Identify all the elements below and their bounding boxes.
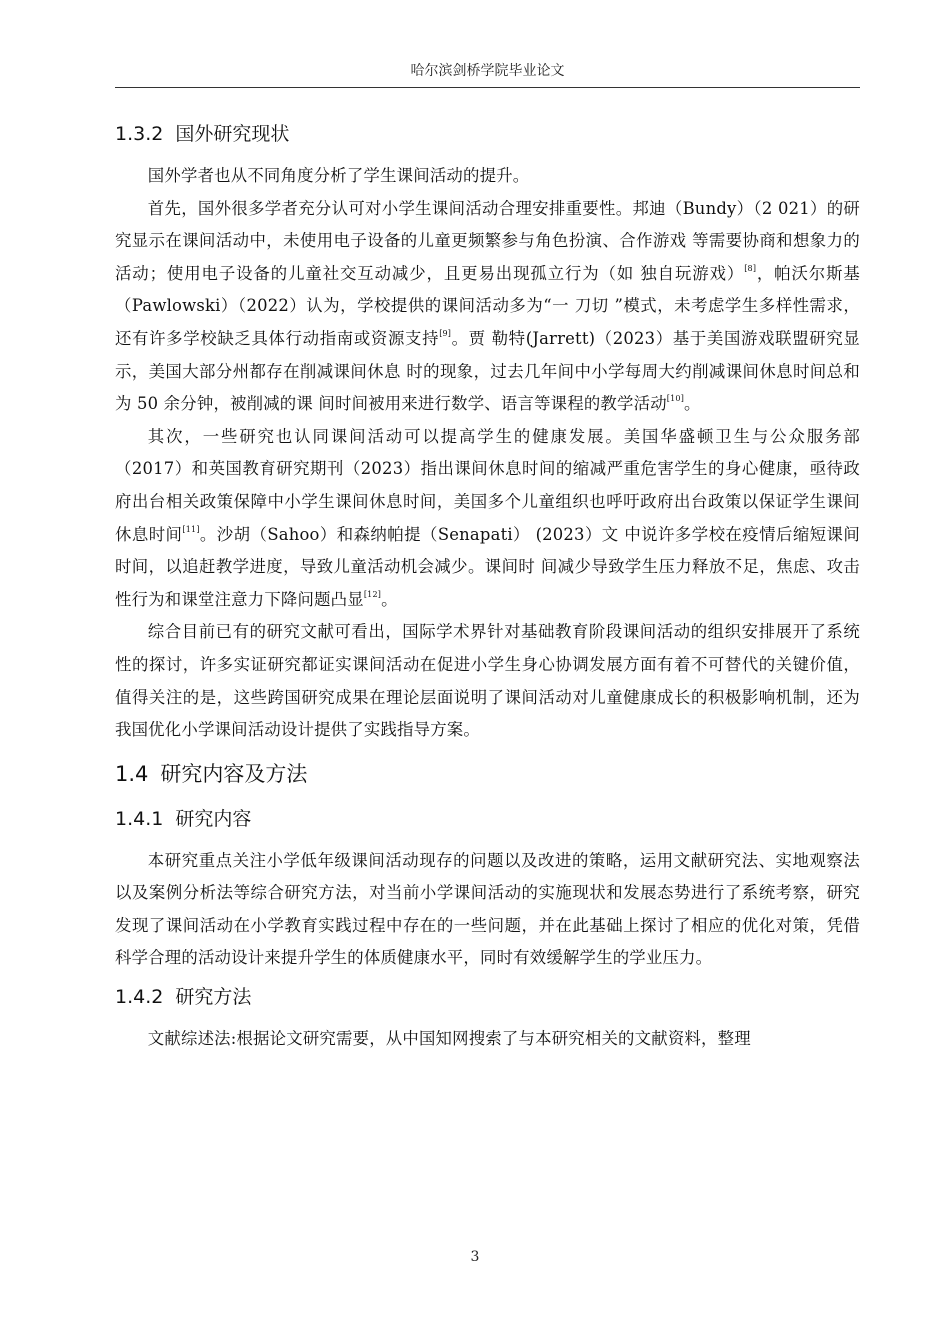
- paragraph-text: 首先，国外很多学者充分认可对小学生课间活动合理安排重要性。邦迪（Bundy）（2 021）的研究显示在课间活动中，未使用电子设备的儿童更频繁参与角色扮演、合作游戏 等需要协商和想象力的活动；使用电子设备的儿童社交互动减少，且更易出现孤立行为（如 独自玩游戏）: [115, 198, 860, 283]
- paragraph-text: 其次，一些研究也认同课间活动可以提高学生的健康发展。美国华盛顿卫生与公众服务部（2017）和英国教育研究期刊（2023）指出课间休息时间的缩减严重危害学生的身心健康，亟待政府出台相关政策保障中小学生课间休息时间，美国多个儿童组织也呼吁政府出台政策以保证学生课间休息时间: [115, 426, 860, 544]
- paragraph: 综合目前已有的研究文献可看出，国际学术界针对基础教育阶段课间活动的组织安排展开了系统性的探讨，许多实证研究都证实课间活动在促进小学生身心协调发展方面有着不可替代的关键价值，值得关注的是，这些跨国研究成果在理论层面说明了课间活动对儿童健康成长的积极影响机制，还为我国优化小学课间活动设计提供了实践指导方案。: [115, 622, 860, 740]
- section-heading-1-4-2: [115, 981, 860, 1013]
- section-heading-1-4-1: [115, 803, 860, 835]
- citation-ref: [11]: [182, 524, 200, 534]
- paragraph: [115, 421, 860, 617]
- section-title: 研究内容: [175, 807, 252, 830]
- paragraph-text: ，帕沃尔斯基（Pawlowski）（2022）认为，学校提供的课间活动多为“一 刀切 ”模式，未考虑学生多样性需求，还有许多学校缺乏具体行动指南或资源支持: [115, 263, 861, 348]
- citation-ref: [8]: [744, 263, 757, 273]
- page-number: 3: [470, 1249, 480, 1265]
- citation-ref: [12]: [363, 589, 382, 599]
- paragraph-text: 。贾 勒特(Jarrett)（2023）基于美国游戏联盟研究显示，美国大部分州都存在削减课间休息 时的现象，过去几年间中小学每周大约削减课间休息时间总和为 50 余分钟，被削减的课 间时间被用来进行数学、语言等课程的教学活动: [115, 328, 860, 414]
- paragraph: 国外学者也从不同角度分析了学生课间活动的提升。: [147, 166, 530, 185]
- paragraph: 本研究重点关注小学低年级课间活动现存的问题以及改进的策略，运用文献研究法、实地观察法以及案例分析法等综合研究方法，对当前小学课间活动的实施现状和发展态势进行了系统考察，研究发现了课间活动在小学教育实践过程中存在的一些问题，并在此基础上探讨了相应的优化对策，凭借科学合理的活动设计来提升学生的体质健康水平，同时有效缓解学生的学业压力。: [115, 850, 860, 968]
- section-title: 国外研究现状: [175, 123, 290, 145]
- section-heading-1-4: [115, 757, 860, 791]
- section-number: 1.3.2: [115, 123, 164, 145]
- section-title: 研究内容及方法: [160, 761, 308, 786]
- section-number: 1.4.1: [115, 807, 164, 830]
- section-title: 研究方法: [175, 986, 252, 1009]
- citation-ref: [10]: [666, 394, 685, 404]
- section-heading-1-3-2: [115, 118, 860, 150]
- header-rule: [115, 87, 860, 88]
- section-number: 1.4.2: [115, 986, 164, 1009]
- citation-ref: [9]: [439, 328, 452, 338]
- paragraph-text: 。沙胡（Sahoo）和森纳帕提（Senapati） (2023）文 中说许多学校在疫情后缩短课间时间，以追赶教学进度，导致儿童活动机会减少。课间时 间减少导致学生压力释放不足，焦虑、攻击性行为和课堂注意力下降问题凸显: [115, 524, 860, 609]
- paragraph-text: 。: [684, 394, 701, 414]
- paragraph: [115, 193, 860, 421]
- paragraph-text: 。: [381, 589, 398, 609]
- body-text: [115, 118, 860, 1056]
- running-header: 哈尔滨剑桥学院毕业论文: [410, 63, 565, 79]
- section-number: 1.4: [115, 761, 149, 786]
- paragraph: 文献综述法:根据论文研究需要，从中国知网搜索了与本研究相关的文献资料，整理: [147, 1029, 751, 1049]
